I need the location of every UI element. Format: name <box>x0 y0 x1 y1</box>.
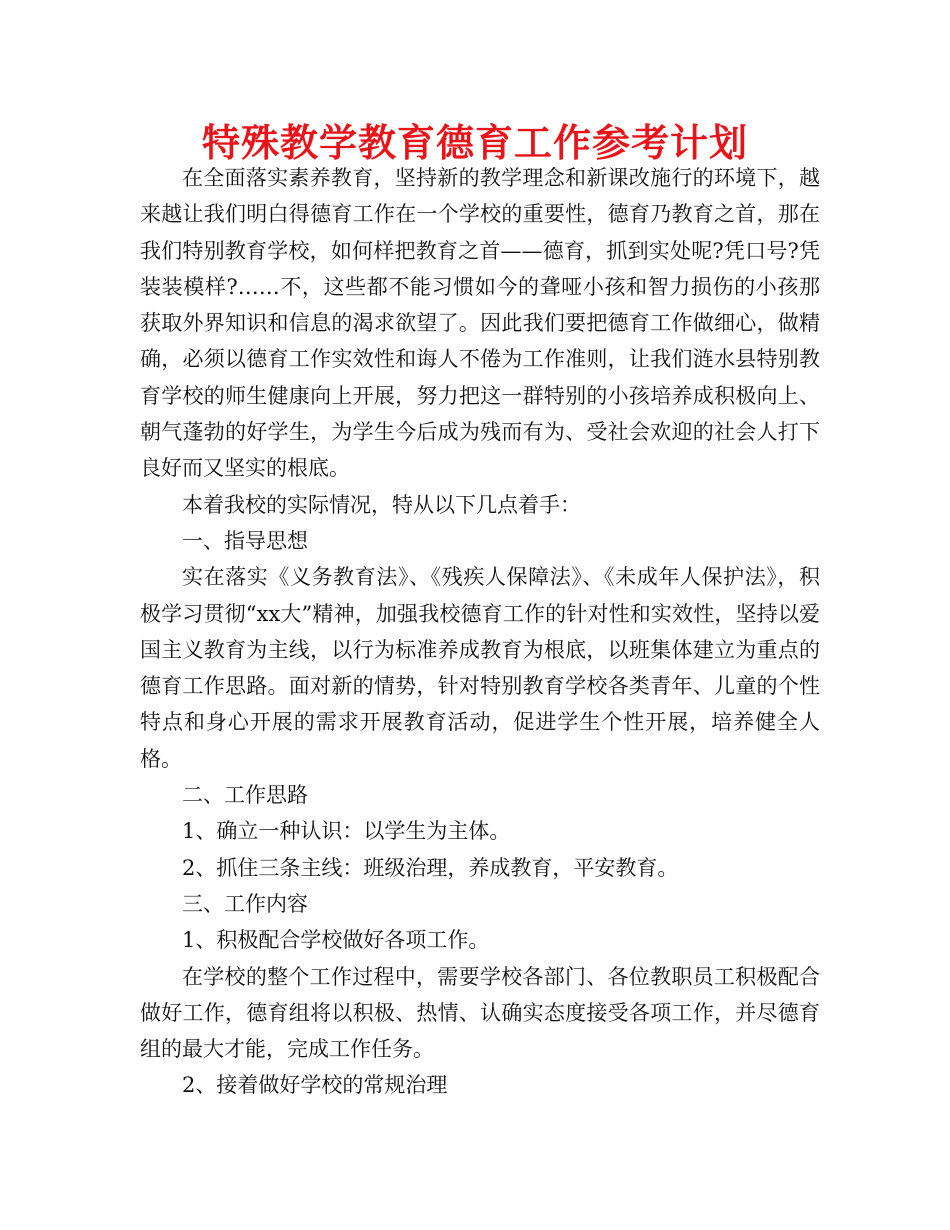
list-item-approach-2: 2、抓住三条主线：班级治理，养成教育，平安教育。 <box>182 855 679 880</box>
list-item-content-2: 2、接着做好学校的常规治理 <box>182 1073 448 1098</box>
heading-work-approach: 二、工作思路 <box>182 783 308 808</box>
list-item-approach-1: 1、确立一种认识：以学生为主体。 <box>182 819 511 844</box>
document-title: 特殊教学教育德育工作参考计划 <box>201 121 748 165</box>
list-item-content-1: 1、积极配合学校做好各项工作。 <box>182 928 490 953</box>
paragraph-intro: 在全面落实素养教育，坚持新的教学理念和新课改施行的环境下，越来越让我们明白得德育工作在一个学校的重要性，德育乃教育之首，那在我们特别教育学校，如何样把教育之首——德育，抓到实处呢?凭口号?凭装装模样?……不，这些都不能习惯如今的聋哑小孩和智力损伤的小孩那获取外界知识和信息的渴求欲望了。因此我们要把德育工作做细心，做精确，必须以德育工作实效性和诲人不倦为工作准则，让我们涟水县特别教育学校的师生健康向上开展，努力把这一群特别的小孩培养成积极向上、朝气蓬勃的好学生，为学生今后成为残而有为、受社会欢迎的社会人打下良好而又坚实的根底。 <box>140 166 820 481</box>
paragraph-guiding-ideology: 实在落实《义务教育法》、《残疾人保障法》、《未成年人保护法》，积极学习贯彻“xx大”精神，加强我校德育工作的针对性和实效性，坚持以爱国主义教育为主线，以行为标准养成教育为根底，以班集体建立为重点的德育工作思路。面对新的情势，针对特别教育学校各类青年、儿童的个性特点和身心开展的需求开展教育活动，促进学生个性开展，培养健全人格。 <box>140 565 820 771</box>
document-body <box>140 160 820 1104</box>
heading-guiding-ideology: 一、指导思想 <box>182 528 308 553</box>
paragraph-content-1: 在学校的整个工作过程中，需要学校各部门、各位教职员工积极配合做好工作，德育组将以积极、热情、认确实态度接受各项工作，并尽德育组的最大才能，完成工作任务。 <box>140 964 820 1062</box>
heading-work-content: 三、工作内容 <box>182 891 308 916</box>
paragraph-approach: 本着我校的实际情况，特从以下几点着手： <box>182 492 581 517</box>
